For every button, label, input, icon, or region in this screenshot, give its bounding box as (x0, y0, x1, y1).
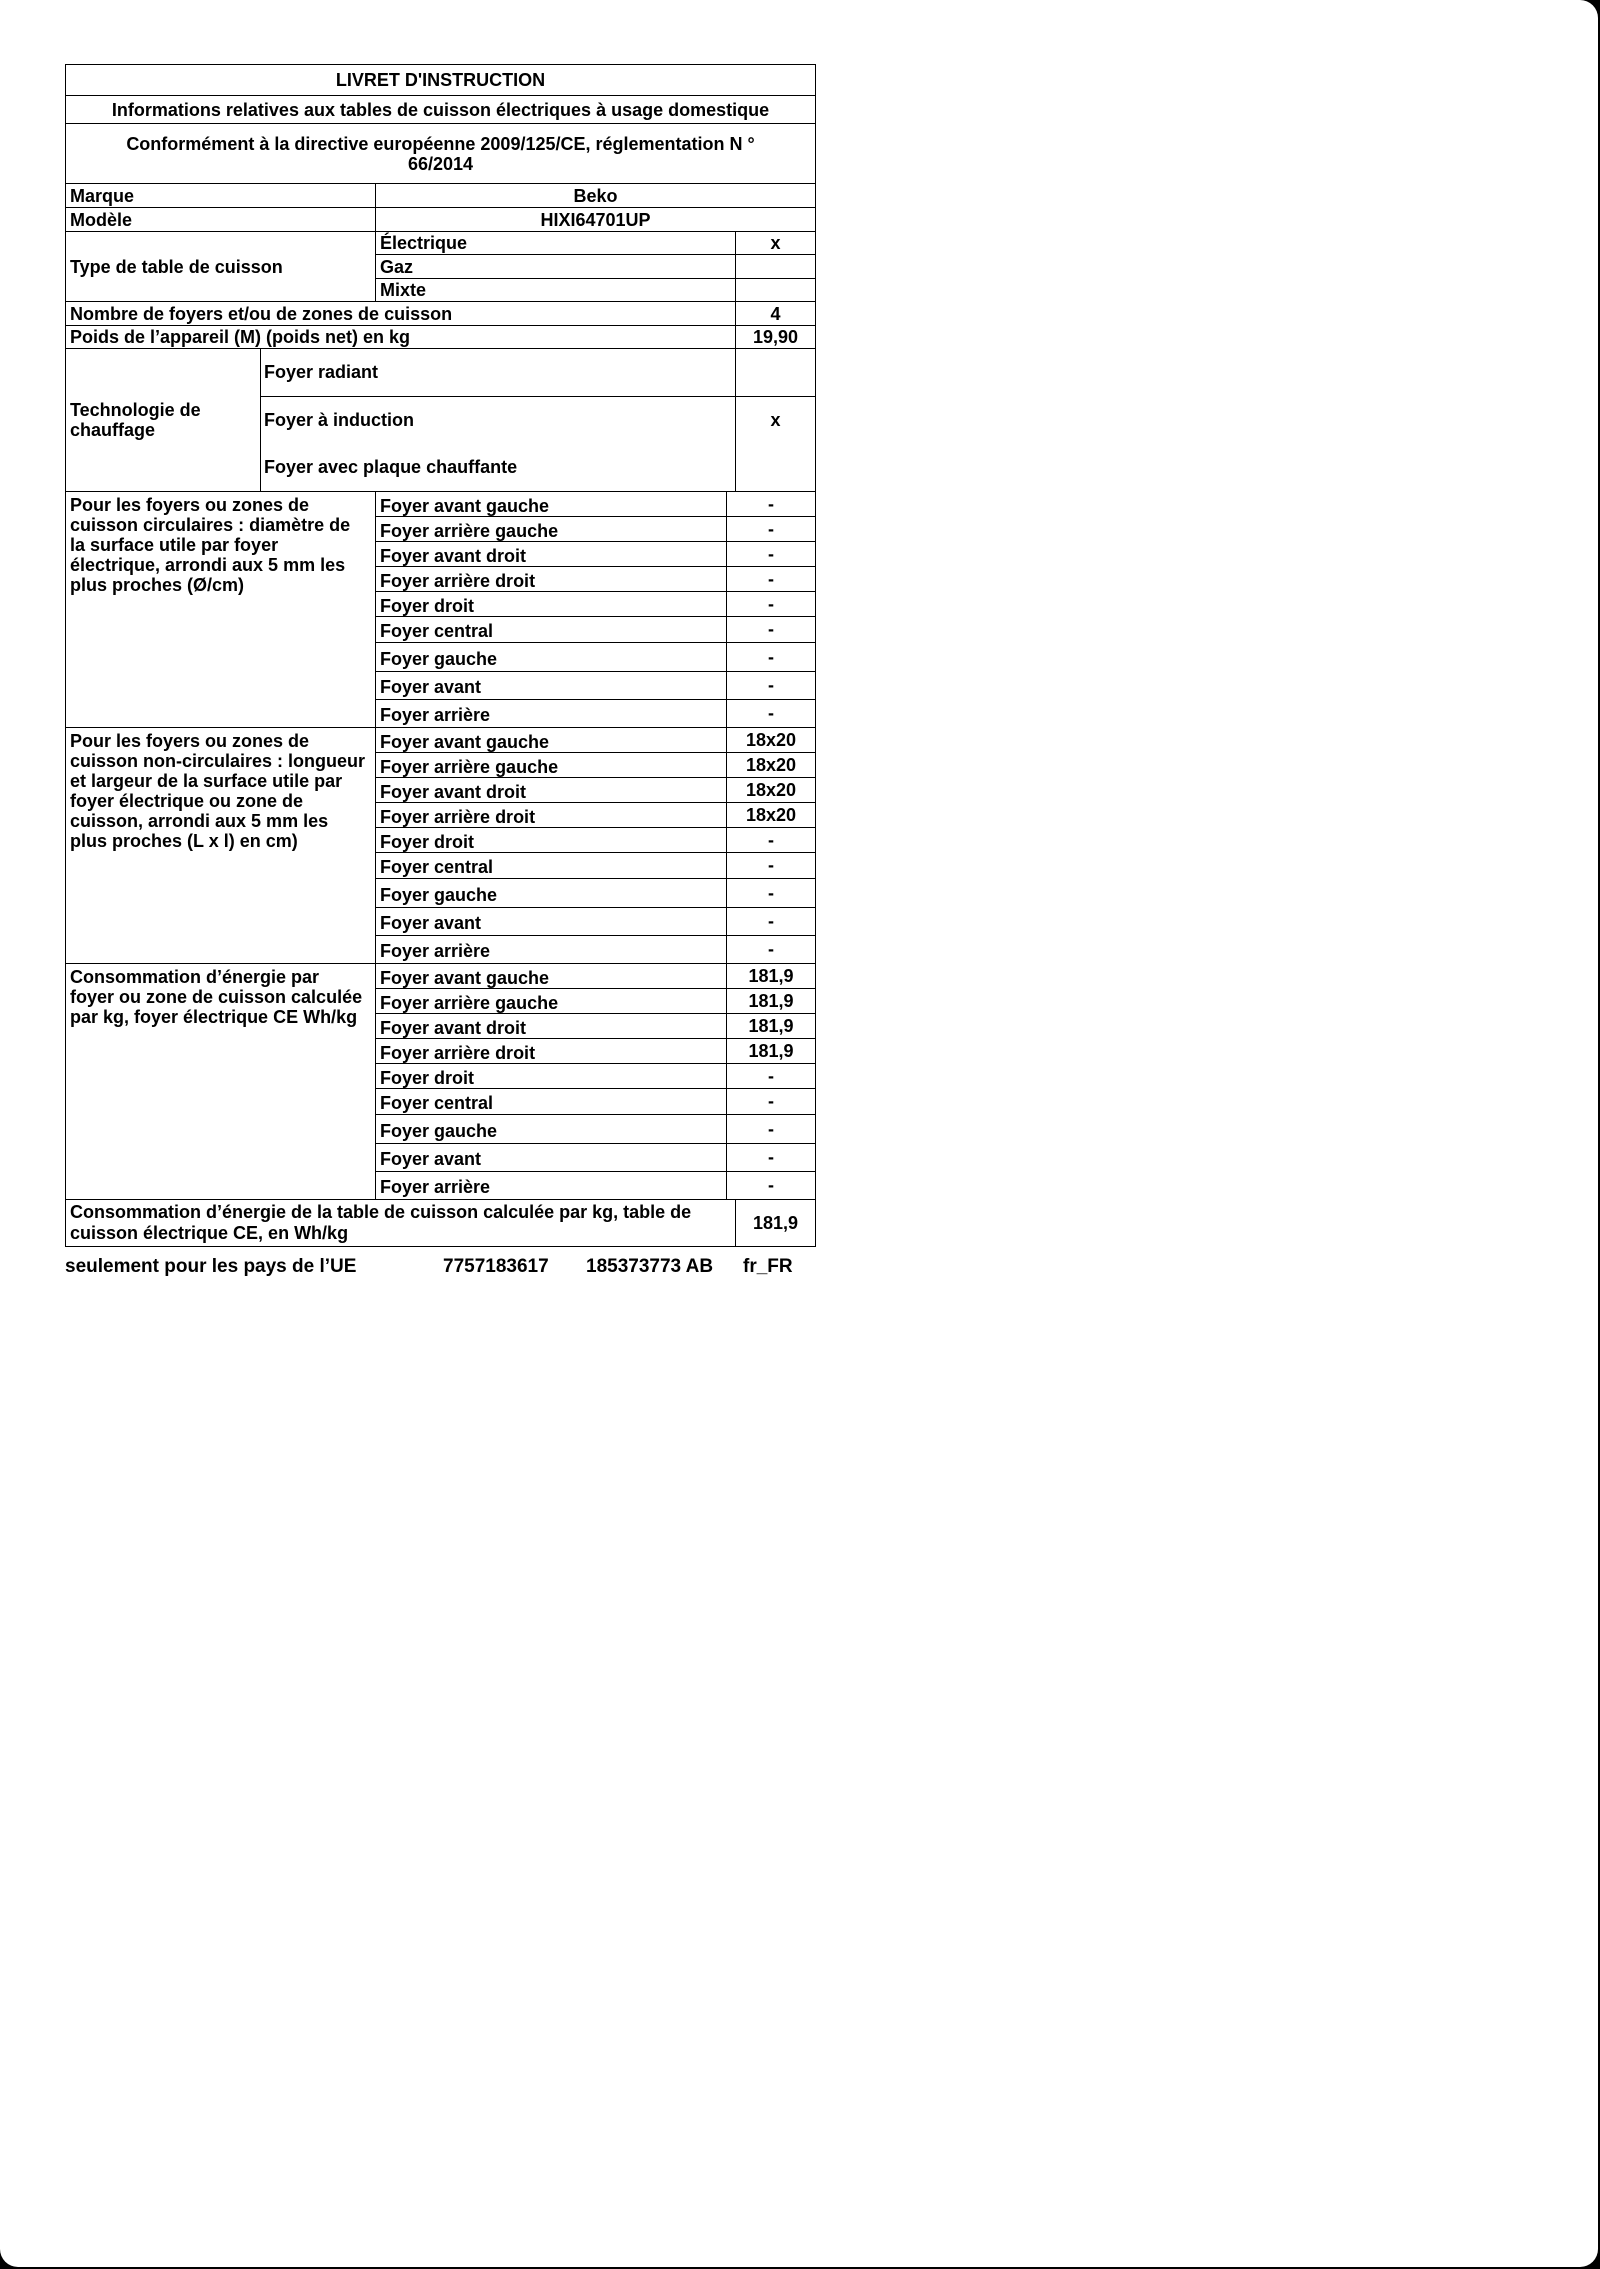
zone-name: Foyer gauche (376, 643, 727, 671)
zone-name: Foyer droit (376, 828, 727, 852)
zone-row (376, 643, 815, 672)
zone-name: Foyer gauche (376, 1115, 727, 1143)
total-energy-label: Consommation d’énergie de la table de cuisson calculée par kg, table de cuisson électrique CE, en Wh/kg (66, 1200, 736, 1247)
zone-row (376, 908, 815, 936)
zone-value: - (768, 569, 775, 589)
footer-code-2: 185373773 AB (586, 1256, 714, 1277)
brand-label: Marque (66, 184, 376, 208)
zone-row (376, 617, 815, 643)
zone-row (376, 542, 815, 567)
zone-name: Foyer central (376, 1089, 727, 1114)
zone-name: Foyer arrière gauche (376, 517, 727, 541)
zone-name: Foyer avant (376, 672, 727, 699)
zone-row (376, 672, 815, 700)
heating-tech-option: Foyer à induction (264, 410, 415, 430)
weight-value: 19,90 (736, 326, 816, 349)
zone-value: 18x20 (746, 805, 797, 825)
noncircular-label: Pour les foyers ou zones de cuisson non-circulaires : longueur et largeur de la surface utile par foyer électrique ou zone de cuisson, arrondi aux 5 mm les plus proches (L x l) en cm) (66, 728, 376, 964)
zone-value: 181,9 (748, 1016, 794, 1036)
model-label: Modèle (66, 208, 376, 232)
zone-name: Foyer arrière droit (376, 1039, 727, 1063)
footer-code-1: 7757183617 (443, 1256, 549, 1277)
hob-type-option: Gaz (376, 255, 736, 279)
heating-tech-value (736, 444, 815, 491)
zone-row (376, 492, 815, 517)
zone-name: Foyer gauche (376, 879, 727, 907)
zone-value: - (768, 594, 775, 614)
zone-value: - (768, 675, 775, 695)
zone-row (376, 1014, 815, 1039)
zone-value: 18x20 (746, 755, 797, 775)
zone-row (376, 778, 815, 803)
zone-name: Foyer avant (376, 1144, 727, 1171)
zone-value: - (768, 619, 775, 639)
zone-row (376, 964, 815, 989)
zone-name: Foyer arrière (376, 700, 727, 727)
heating-tech-value (736, 349, 815, 397)
zone-value: - (768, 911, 775, 931)
zone-name: Foyer arrière (376, 1172, 727, 1199)
zone-name: Foyer arrière (376, 936, 727, 963)
zone-row (376, 1039, 815, 1064)
zone-value: - (768, 544, 775, 564)
zone-row (376, 1064, 815, 1089)
zone-name: Foyer central (376, 853, 727, 878)
hob-type-value: x (736, 232, 816, 255)
hob-type-option: Électrique (376, 232, 736, 255)
zone-value: - (768, 883, 775, 903)
zone-name: Foyer avant droit (376, 1014, 727, 1038)
hob-type-label: Type de table de cuisson (66, 232, 376, 302)
zone-value: 181,9 (748, 1041, 794, 1061)
zone-value: 181,9 (748, 966, 794, 986)
zone-row (376, 753, 815, 778)
zone-row (376, 728, 815, 753)
directive-text: Conformément à la directive européenne 2009/125/CE, réglementation N ° 66/2014 (66, 124, 816, 184)
hob-type-value (736, 279, 816, 302)
energy-label: Consommation d’énergie par foyer ou zone de cuisson calculée par kg, foyer électrique CE Wh/kg (66, 964, 376, 1200)
zones-count-label: Nombre de foyers et/ou de zones de cuisson (66, 302, 736, 326)
zones-count-value: 4 (736, 302, 816, 326)
zone-value: - (768, 1175, 775, 1195)
zone-name: Foyer arrière droit (376, 567, 727, 591)
zone-name: Foyer arrière droit (376, 803, 727, 827)
zone-name: Foyer avant (376, 908, 727, 935)
zone-name: Foyer droit (376, 592, 727, 616)
zone-name: Foyer avant droit (376, 542, 727, 566)
brand-value: Beko (376, 184, 816, 208)
zone-value: 18x20 (746, 780, 797, 800)
heating-tech-label: Technologie de chauffage (66, 349, 261, 492)
total-energy-value: 181,9 (736, 1200, 816, 1247)
zone-value: - (768, 703, 775, 723)
noncircular-zone-list (376, 728, 816, 964)
energy-zone-list (376, 964, 816, 1200)
zone-row (376, 1144, 815, 1172)
zone-value: - (768, 830, 775, 850)
document-subtitle: Informations relatives aux tables de cuisson électriques à usage domestique (66, 96, 816, 124)
footer-eu-only: seulement pour les pays de l’UE (65, 1256, 357, 1277)
zone-value: - (768, 494, 775, 514)
circular-zone-list (376, 492, 816, 728)
zone-row (376, 1089, 815, 1115)
zone-value: - (768, 647, 775, 667)
document-title: LIVRET D'INSTRUCTION (66, 65, 816, 96)
hob-type-value (736, 255, 816, 279)
zone-value: - (768, 1119, 775, 1139)
zone-row (376, 853, 815, 879)
zone-row (376, 936, 815, 963)
zone-row (376, 567, 815, 592)
zone-name: Foyer central (376, 617, 727, 642)
zone-value: 18x20 (746, 730, 797, 750)
zone-value: - (768, 939, 775, 959)
zone-row (376, 700, 815, 727)
zone-name: Foyer avant gauche (376, 492, 727, 516)
circular-label: Pour les foyers ou zones de cuisson circulaires : diamètre de la surface utile par foyer électrique, arrondi aux 5 mm les plus proches (Ø/cm) (66, 492, 376, 728)
zone-row (376, 803, 815, 828)
hob-type-option: Mixte (376, 279, 736, 302)
zone-value: - (768, 1066, 775, 1086)
product-info-table (65, 64, 816, 1247)
zone-name: Foyer arrière gauche (376, 753, 727, 777)
zone-value: - (768, 1147, 775, 1167)
zone-name: Foyer droit (376, 1064, 727, 1088)
heating-tech-option: Foyer radiant (261, 349, 735, 397)
zone-name: Foyer arrière gauche (376, 989, 727, 1013)
zone-row (376, 1115, 815, 1144)
zone-row (376, 517, 815, 542)
zone-row (376, 592, 815, 617)
heating-tech-option: Foyer avec plaque chauffante (264, 457, 518, 477)
zone-row (376, 879, 815, 908)
zone-value: - (768, 855, 775, 875)
zone-name: Foyer avant gauche (376, 964, 727, 988)
zone-row (376, 989, 815, 1014)
zone-row (376, 828, 815, 853)
zone-row (376, 1172, 815, 1199)
footer-locale: fr_FR (743, 1256, 793, 1277)
weight-label: Poids de l’appareil (M) (poids net) en kg (66, 326, 736, 349)
zone-value: 181,9 (748, 991, 794, 1011)
zone-value: - (768, 1091, 775, 1111)
zone-value: - (768, 519, 775, 539)
model-value: HIXI64701UP (376, 208, 816, 232)
zone-name: Foyer avant gauche (376, 728, 727, 752)
zone-name: Foyer avant droit (376, 778, 727, 802)
heating-tech-value: x (770, 410, 781, 430)
